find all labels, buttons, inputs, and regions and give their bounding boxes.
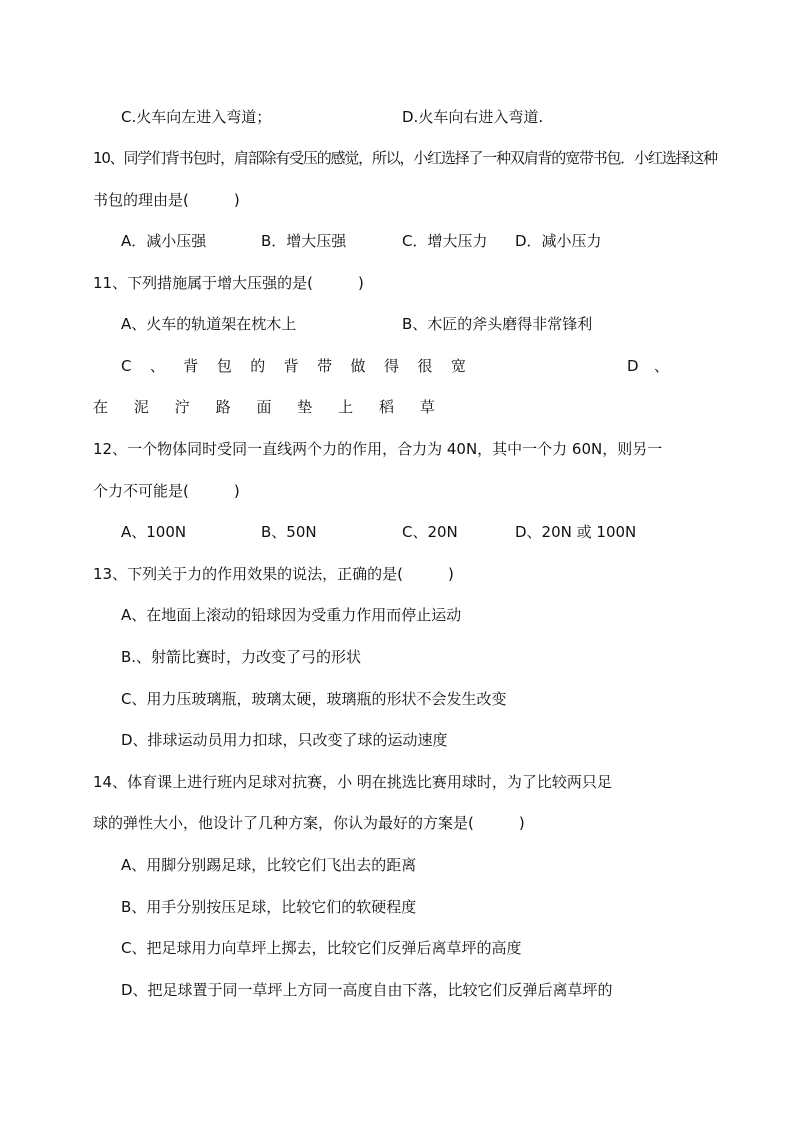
q11-option-d-char: 路 xyxy=(215,398,231,416)
q11-option-c-char: 宽 xyxy=(450,357,466,375)
q11-option-d-char: 稻 xyxy=(379,398,395,416)
q12-stem-line2: 个力不可能是( ) xyxy=(93,482,240,500)
q12-option-c: C、20N xyxy=(402,523,458,541)
q10-option-c: C．增大压力 xyxy=(402,232,488,250)
q11-option-d-char: 、 xyxy=(653,357,669,375)
q11-option-c-char: 背 xyxy=(183,357,199,375)
q10-stem-line1: 10、同学们背书包时，肩部除有受压的感觉，所以，小红选择了一种双肩背的宽带书包．小红选择这种 xyxy=(93,149,717,167)
q11-option-d-char: 泞 xyxy=(174,398,190,416)
q11-option-d-char: 泥 xyxy=(133,398,149,416)
q11-option-b: B、木匠的斧头磨得非常锋利 xyxy=(402,315,593,333)
q14-option-b: B、用手分别按压足球，比较它们的软硬程度 xyxy=(121,898,417,916)
q11-option-c-char: 背 xyxy=(283,357,299,375)
q10-stem-line2: 书包的理由是( ) xyxy=(93,191,240,209)
q11-option-d-char: D xyxy=(627,357,639,375)
q14-stem-line2: 球的弹性大小，他设计了几种方案，你认为最好的方案是( ) xyxy=(93,814,525,832)
q11-stem: 11、下列措施属于增大压强的是( ) xyxy=(93,274,364,292)
q10-option-b: B．增大压强 xyxy=(261,232,347,250)
q11-option-d-char: 在 xyxy=(93,398,109,416)
q11-option-a: A、火车的轨道架在枕木上 xyxy=(121,315,297,333)
q11-option-c-char: 的 xyxy=(250,357,266,375)
q13-option-b: B.、射箭比赛时，力改变了弓的形状 xyxy=(121,648,362,666)
q14-option-c: C、把足球用力向草坪上掷去，比较它们反弹后离草坪的高度 xyxy=(121,939,522,957)
q10-option-a: A．减小压强 xyxy=(121,232,207,250)
q11-option-c-char: C xyxy=(121,357,132,375)
q11-option-c-char: 带 xyxy=(317,357,333,375)
q12-option-d: D、20N 或 100N xyxy=(515,523,637,541)
q14-option-a: A、用脚分别踢足球，比较它们飞出去的距离 xyxy=(121,856,417,874)
q14-stem-line1: 14、体育课上进行班内足球对抗赛，小 明在挑选比赛用球时，为了比较两只足 xyxy=(93,773,612,791)
q12-stem-line1: 12、一个物体同时受同一直线两个力的作用，合力为 40N，其中一个力 60N，则另一 xyxy=(93,440,663,458)
q13-option-a: A、在地面上滚动的铅球因为受重力作用而停止运动 xyxy=(121,606,462,624)
q11-option-d-char: 面 xyxy=(256,398,272,416)
q11-option-d-char: 草 xyxy=(419,398,435,416)
q11-option-c xyxy=(121,356,466,376)
q13-stem: 13、下列关于力的作用效果的说法，正确的是( ) xyxy=(93,565,454,583)
q11-option-c-char: 包 xyxy=(216,357,232,375)
q9-option-c: C.火车向左进入弯道； xyxy=(121,108,272,126)
q11-option-c-char: 得 xyxy=(383,357,399,375)
q9-option-d: D.火车向右进入弯道. xyxy=(402,108,544,126)
q12-option-a: A、100N xyxy=(121,523,187,541)
q13-option-d: D、排球运动员用力扣球，只改变了球的运动速度 xyxy=(121,731,448,749)
q10-option-d: D．减小压力 xyxy=(515,232,602,250)
q11-option-d-head xyxy=(627,356,669,376)
q12-option-b: B、50N xyxy=(261,523,317,541)
q13-option-c: C、用力压玻璃瓶，玻璃太硬，玻璃瓶的形状不会发生改变 xyxy=(121,690,507,708)
q11-option-c-char: 、 xyxy=(149,357,165,375)
q14-option-d: D、把足球置于同一草坪上方同一高度自由下落，比较它们反弹后离草坪的 xyxy=(121,981,613,999)
q11-option-c-char: 很 xyxy=(417,357,433,375)
q11-option-d-char: 垫 xyxy=(297,398,313,416)
q11-option-d xyxy=(93,397,435,417)
q11-option-d-char: 上 xyxy=(338,398,354,416)
q11-option-c-char: 做 xyxy=(350,357,366,375)
